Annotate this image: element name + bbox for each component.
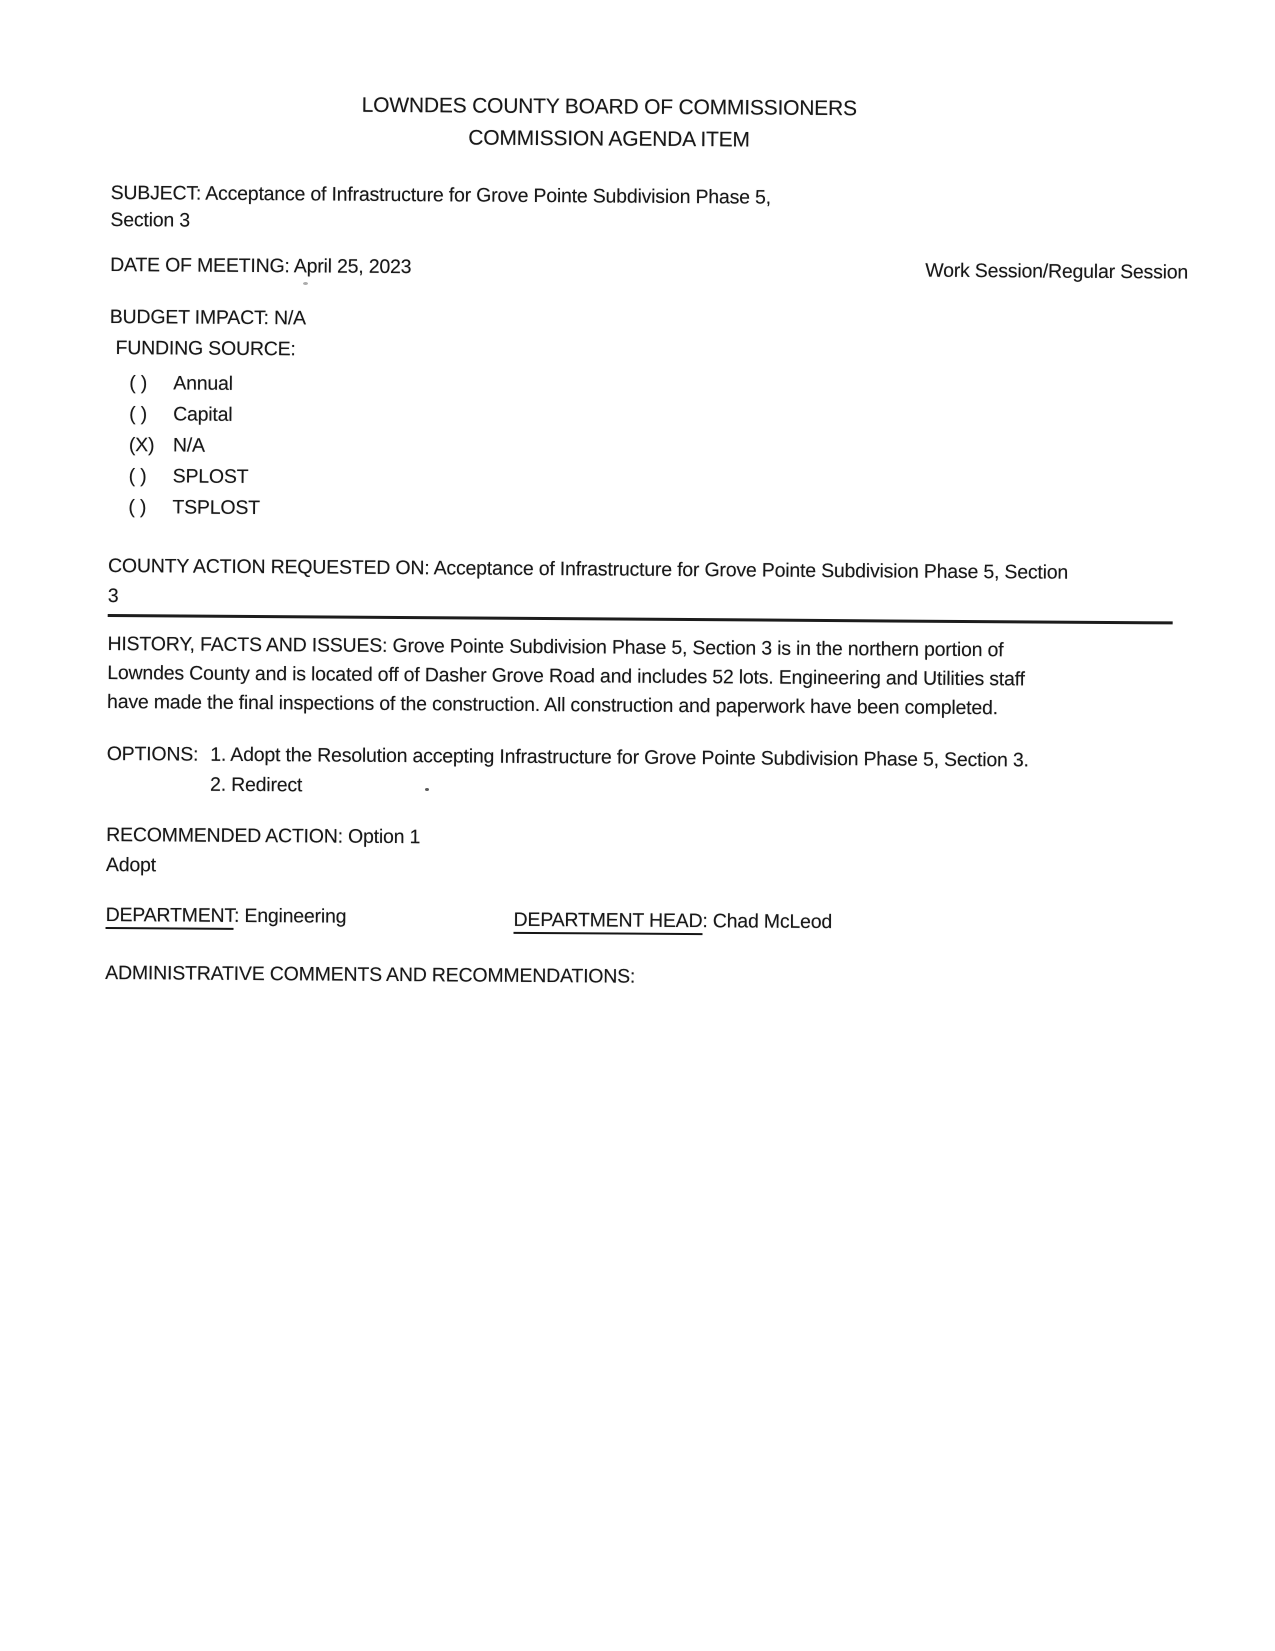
funding-option-label: TSPLOST <box>172 496 261 520</box>
recommended-action-line: Adopt <box>105 853 157 877</box>
funding-option-label: Capital <box>173 403 233 426</box>
org-title: LOWNDES COUNTY BOARD OF COMMISSIONERS <box>361 93 857 121</box>
funding-option-label: SPLOST <box>172 465 249 488</box>
session-type: Work Session/Regular Session <box>925 259 1189 284</box>
checkbox-mark: ( ) <box>128 496 147 519</box>
funding-source-label: FUNDING SOURCE: <box>115 337 296 361</box>
scan-artifact-speck <box>303 282 308 285</box>
options-label: OPTIONS: <box>106 742 199 766</box>
meeting-date-row <box>110 250 1210 288</box>
history-line: HISTORY, FACTS AND ISSUES: Grove Pointe Subdivision Phase 5, Section 3 is in the northern portion of <box>107 632 1004 662</box>
history-line: Lowndes County and is located off of Dasher Grove Road and includes 52 lots. Engineering and Utilities staff <box>107 661 1025 691</box>
department-cell <box>106 904 347 930</box>
funding-options-list <box>108 368 1209 531</box>
funding-option-label: N/A <box>172 434 205 457</box>
funding-option-tsplost <box>108 492 1208 531</box>
department-head-cell <box>513 905 832 937</box>
admin-comments-label: ADMINISTRATIVE COMMENTS AND RECOMMENDATIONS: <box>105 961 636 988</box>
option-item: 2. Redirect <box>210 773 303 797</box>
checkbox-mark: ( ) <box>129 372 148 395</box>
doc-type-title: COMMISSION AGENDA ITEM <box>468 126 750 152</box>
subject-line: SUBJECT: Acceptance of Infrastructure for Grove Pointe Subdivision Phase 5, <box>110 181 771 209</box>
subject-section <box>110 180 1210 242</box>
options-list <box>210 740 1029 806</box>
department-head-label: DEPARTMENT HEAD <box>513 909 702 935</box>
department-value: : Engineering <box>233 904 347 928</box>
date-of-meeting: DATE OF MEETING: April 25, 2023 <box>110 253 412 279</box>
department-head-value: : Chad McLeod <box>702 910 833 934</box>
options-section <box>106 739 1206 807</box>
county-action-line: 3 <box>107 584 119 608</box>
county-action-section <box>108 551 1208 619</box>
history-line: have made the final inspections of the construction. All construction and paperwork have been completed. <box>107 690 998 720</box>
option-item: 1. Adopt the Resolution accepting Infrastructure for Grove Pointe Subdivision Phase 5, Section 3. <box>210 743 1029 772</box>
budget-section <box>108 302 1210 531</box>
subject-line: Section 3 <box>110 208 191 232</box>
page-content <box>105 0 1212 996</box>
admin-comments-section <box>105 958 1205 996</box>
checkbox-mark: ( ) <box>129 403 147 426</box>
funding-option-label: Annual <box>173 372 233 395</box>
history-section <box>107 630 1208 725</box>
budget-impact: BUDGET IMPACT: N/A <box>109 305 306 330</box>
recommended-action-section <box>106 820 1206 888</box>
checkbox-mark-checked: (X) <box>128 434 155 457</box>
department-label: DEPARTMENT <box>106 904 235 930</box>
checkbox-mark: ( ) <box>128 465 147 488</box>
department-row <box>105 900 1205 942</box>
document-header <box>59 88 1159 160</box>
scan-artifact-speck <box>425 788 429 791</box>
recommended-action-line: RECOMMENDED ACTION: Option 1 <box>106 823 421 849</box>
county-action-line: COUNTY ACTION REQUESTED ON: Acceptance of Infrastructure for Grove Pointe Subdivision Phase 5, Section <box>107 554 1069 584</box>
